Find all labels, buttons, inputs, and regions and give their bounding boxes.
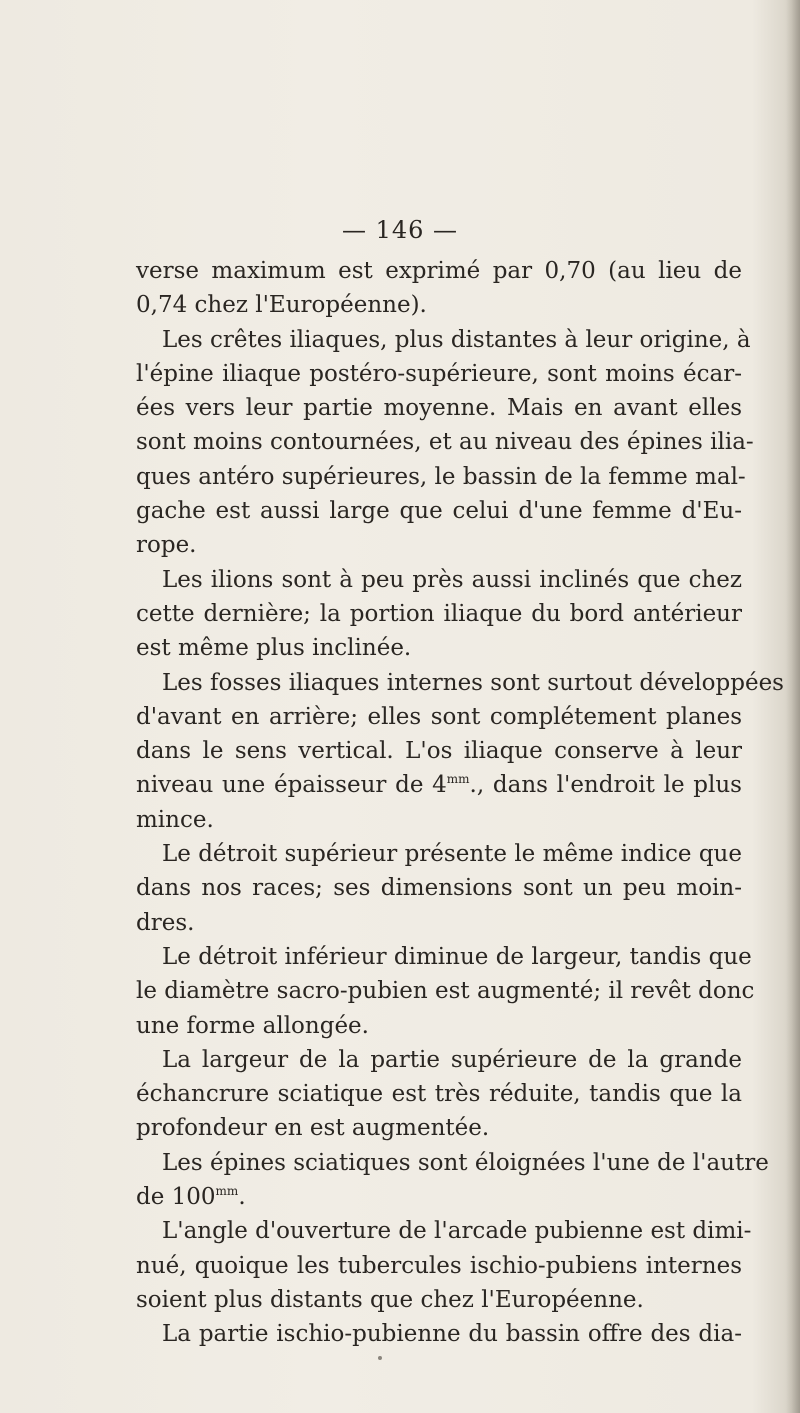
text-line: soient plus distants que chez l'Européenne. xyxy=(136,1286,644,1313)
unit-superscript: mm xyxy=(446,772,470,787)
page-number: — 146 — xyxy=(341,216,459,244)
paper-speck xyxy=(378,1356,382,1360)
text-line: ées vers leur partie moyenne. Mais en avant elles xyxy=(136,395,742,422)
text-line: sont moins contournées, et au niveau des épines ilia- xyxy=(136,429,754,456)
text-line: une forme allongée. xyxy=(136,1012,369,1039)
text-line: 0,74 chez l'Européenne). xyxy=(136,292,427,319)
text-line: La partie ischio-pubienne du bassin offre des dia- xyxy=(162,1321,742,1348)
text-line xyxy=(136,1180,742,1214)
body-text xyxy=(136,254,784,1352)
text-line: dans nos races; ses dimensions sont un peu moin- xyxy=(136,875,742,902)
text-line: dans le sens vertical. L'os iliaque conserve à leur xyxy=(136,738,742,765)
text-line: échancrure sciatique est très réduite, tandis que la xyxy=(136,1081,742,1108)
page-edge-shadow xyxy=(786,0,800,1413)
text-segment: niveau une épaisseur de 4 xyxy=(136,772,447,799)
text-line: Les ilions sont à peu près aussi inclinés que chez xyxy=(162,566,742,593)
text-segment: de 100 xyxy=(136,1184,216,1211)
text-line: Le détroit inférieur diminue de largeur, tandis que xyxy=(162,943,752,970)
text-line xyxy=(136,768,742,802)
text-line: La largeur de la partie supérieure de la grande xyxy=(162,1046,742,1073)
text-line: mince. xyxy=(136,806,214,833)
text-line: le diamètre sacro-pubien est augmenté; il revêt donc xyxy=(136,978,755,1005)
text-line: Les épines sciatiques sont éloignées l'une de l'autre xyxy=(162,1149,769,1176)
text-line: verse maximum est exprimé par 0,70 (au lieu de xyxy=(136,258,742,284)
text-line: Les fosses iliaques internes sont surtout développées xyxy=(162,669,784,696)
text-line: Le détroit supérieur présente le même indice que xyxy=(162,841,742,868)
text-line: nué, quoique les tubercules ischio-pubiens internes xyxy=(136,1252,742,1279)
text-line: profondeur en est augmentée. xyxy=(136,1115,490,1142)
text-line: cette dernière; la portion iliaque du bord antérieur xyxy=(136,600,742,627)
text-line: ques antéro supérieures, le bassin de la femme mal- xyxy=(136,463,746,490)
text-line: est même plus inclinée. xyxy=(136,635,412,662)
text-segment: . xyxy=(238,1184,246,1211)
text-line: gache est aussi large que celui d'une femme d'Eu- xyxy=(136,498,742,525)
text-line: rope. xyxy=(136,532,197,559)
text-line: dres. xyxy=(136,909,195,936)
text-line: d'avant en arrière; elles sont complétement planes xyxy=(136,703,742,730)
text-line: l'épine iliaque postéro-supérieure, sont moins écar- xyxy=(136,360,742,387)
text-line: L'angle d'ouverture de l'arcade pubienne est dimi- xyxy=(162,1218,752,1245)
text-line: Les crêtes iliaques, plus distantes à leur origine, à xyxy=(162,326,751,353)
text-segment: ., dans l'endroit le plus xyxy=(469,772,742,799)
unit-superscript: mm xyxy=(215,1184,239,1199)
